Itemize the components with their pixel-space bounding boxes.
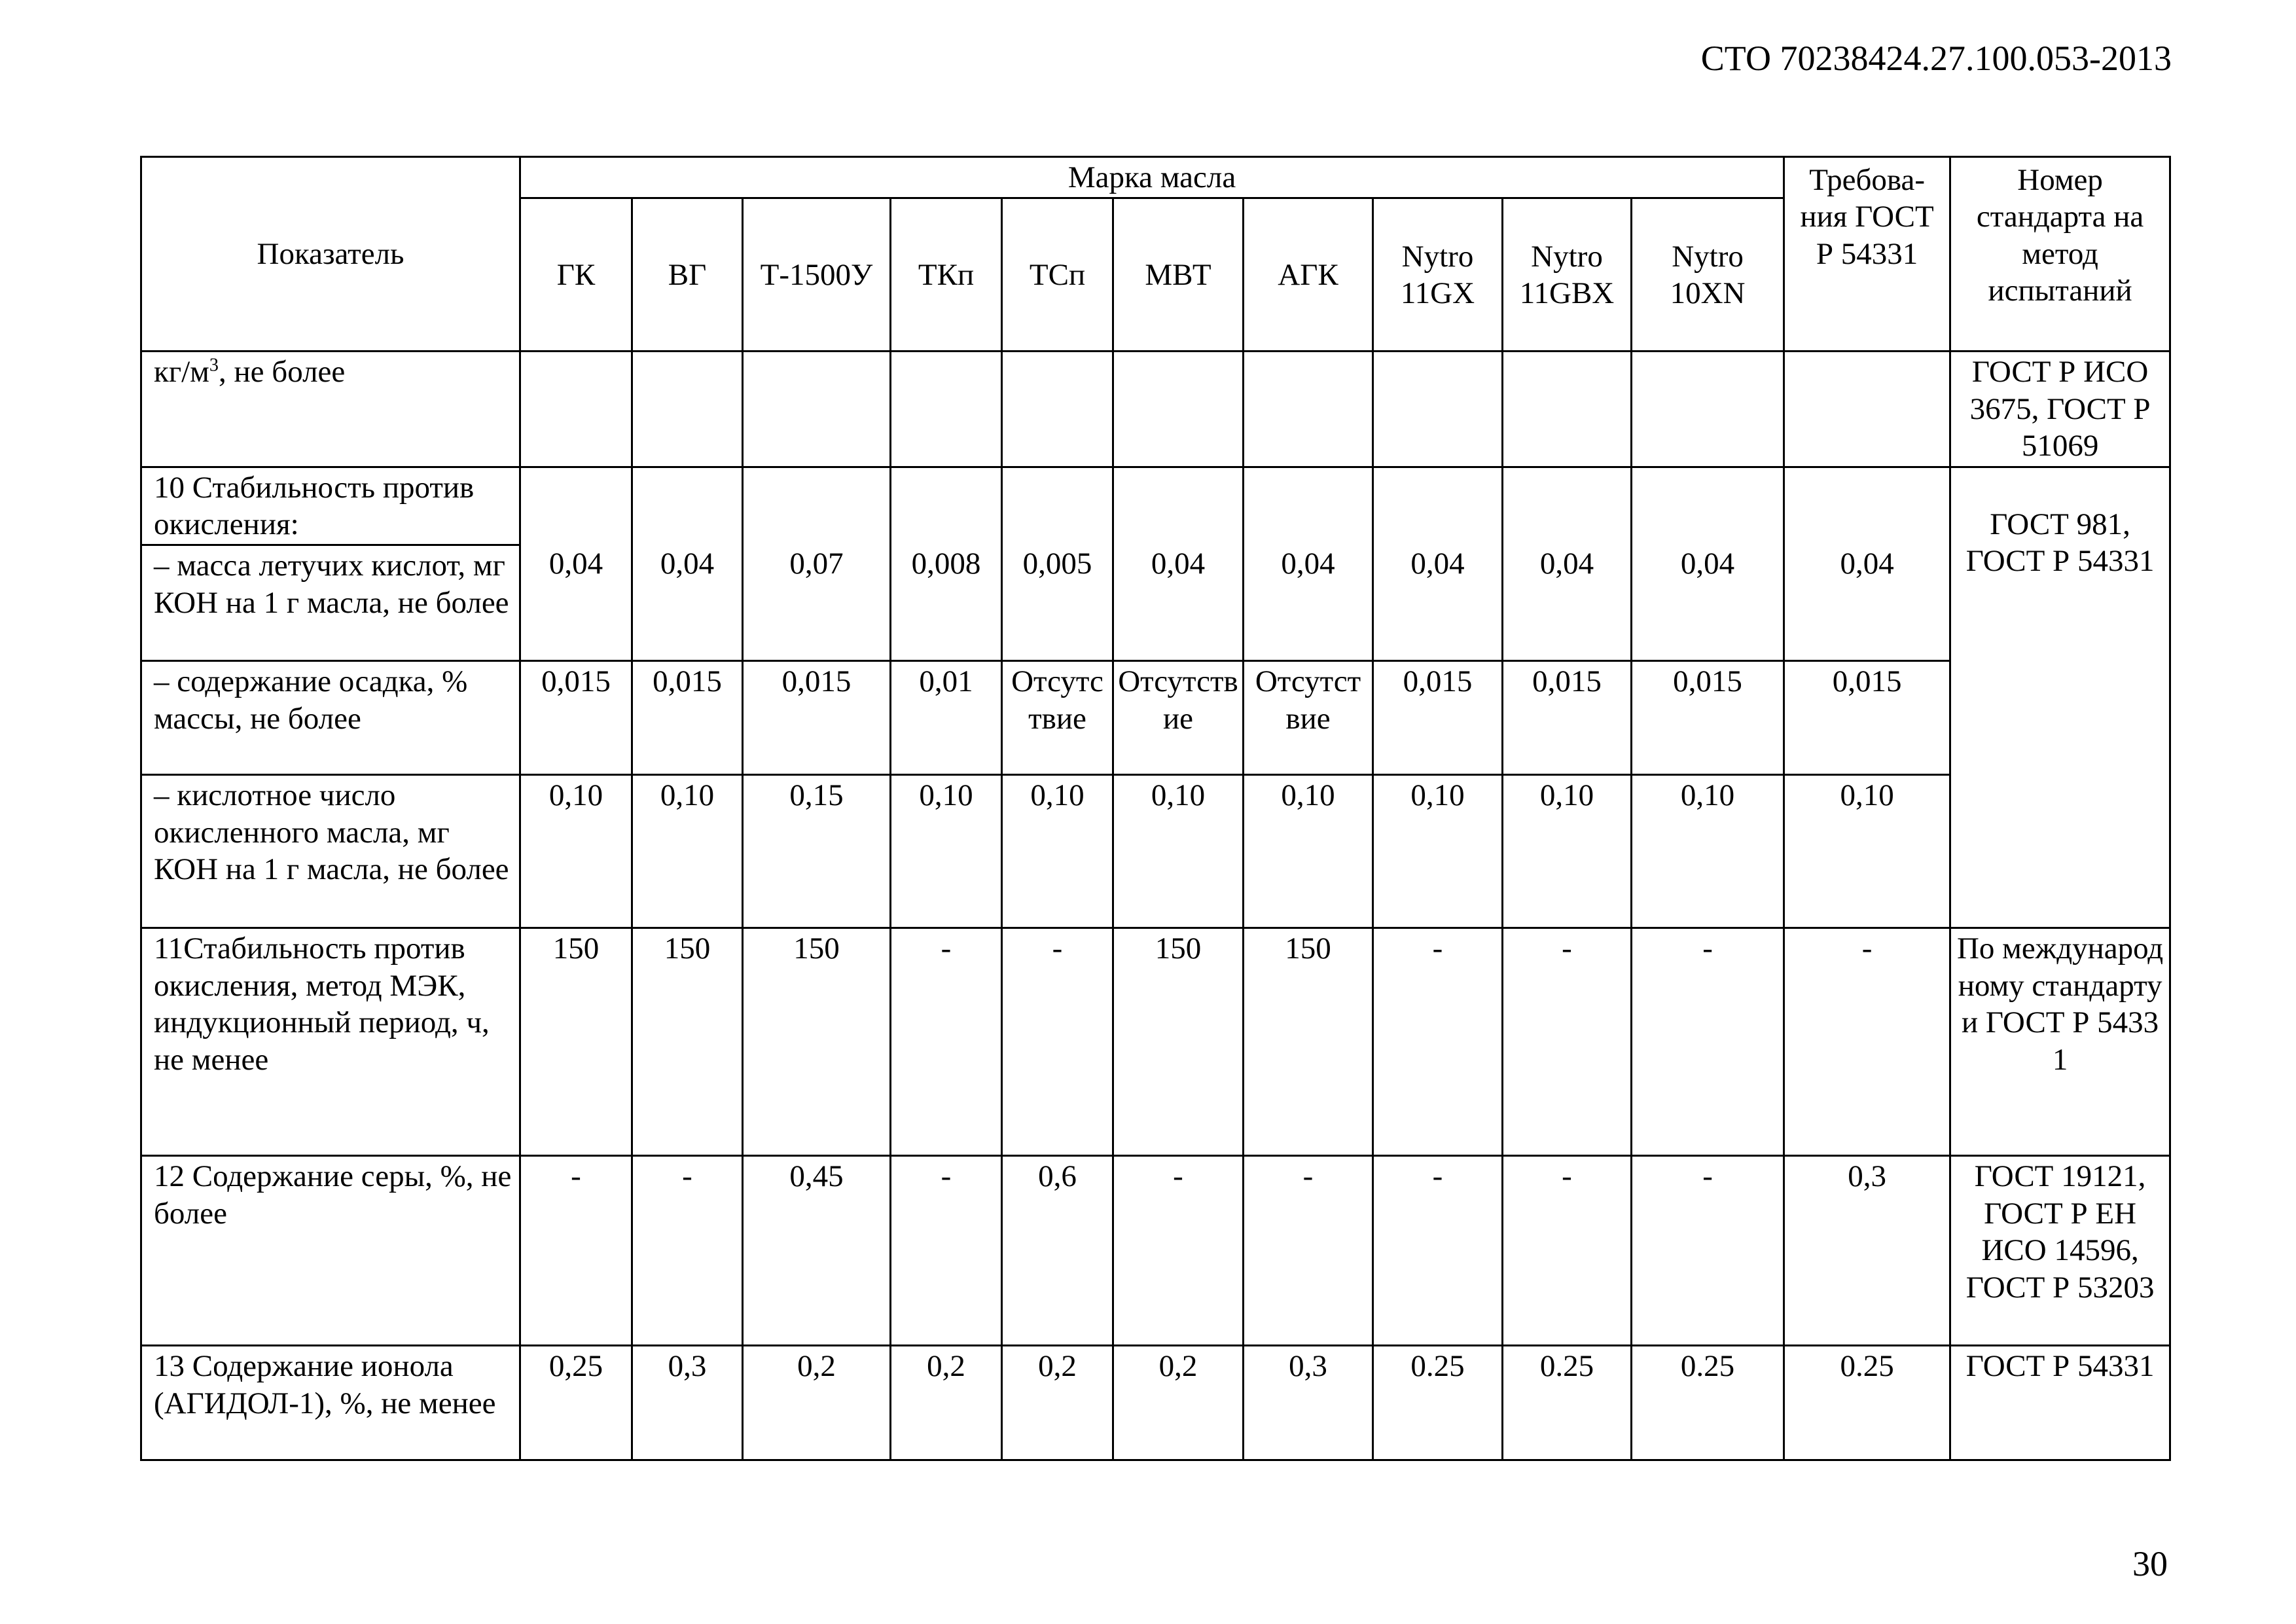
header-row-1 (141, 157, 2170, 198)
density-unit-exponent: 3 (209, 355, 219, 376)
header-brand: АГК (1244, 198, 1373, 352)
value-cell: 0,04 (632, 467, 743, 661)
value-cell: 0,01 (891, 661, 1002, 775)
value-cell: 0,015 (1503, 661, 1632, 775)
value-cell: 0,015 (632, 661, 743, 775)
value-cell: 0,2 (743, 1346, 891, 1460)
value-cell: 150 (743, 928, 891, 1156)
value-cell: Отсутствие (1244, 661, 1373, 775)
value-cell: 0,04 (1113, 467, 1244, 661)
value-cell: 0,10 (1002, 775, 1113, 928)
table-row-ionol (141, 1346, 2170, 1460)
value-cell: 0,45 (743, 1156, 891, 1346)
value-cell: 150 (520, 928, 632, 1156)
value-cell: 0,2 (1002, 1346, 1113, 1460)
value-cell: 0,015 (1373, 661, 1503, 775)
header-brand: Т-1500У (743, 198, 891, 352)
value-cell: - (1002, 928, 1113, 1156)
value-cell: 0.25 (1503, 1346, 1632, 1460)
density-limit: , не более (219, 355, 346, 389)
value-cell: 150 (1113, 928, 1244, 1156)
value-cell: - (1632, 1156, 1784, 1346)
row-standard: ГОСТ Р ИСО 3675, ГОСТ Р 51069 (1950, 352, 2170, 467)
value-cell: - (1503, 1156, 1632, 1346)
value-cell: - (1503, 928, 1632, 1156)
value-cell: 0,2 (891, 1346, 1002, 1460)
oil-spec-table (140, 156, 2171, 1461)
value-cell: 0,10 (1113, 775, 1244, 928)
header-brand: Nytro 10XN (1632, 198, 1784, 352)
value-cell: - (1244, 1156, 1373, 1346)
value-cell: 0,3 (632, 1346, 743, 1460)
row-standard: ГОСТ 981, ГОСТ Р 54331 (1950, 467, 2170, 928)
value-cell: 0,10 (520, 775, 632, 928)
requirement-cell: 0,015 (1784, 661, 1950, 775)
row-label-oxidation: 10 Стабильность против окисления: (141, 467, 520, 545)
density-unit: кг/м (154, 355, 209, 389)
row-label: 12 Содержание серы, %, не более (141, 1156, 520, 1346)
value-cell: 0,015 (520, 661, 632, 775)
header-brand: Nytro 11GBX (1503, 198, 1632, 352)
row-standard: По международному стандарту и ГОСТ Р 54331 (1950, 928, 2170, 1156)
value-cell: - (1632, 928, 1784, 1156)
value-cell: 0,005 (1002, 467, 1113, 661)
row-label-acid-number: – кислотное число окисленного масла, мг КОН на 1 г масла, не более (141, 775, 520, 928)
header-requirements: Требова-ния ГОСТ Р 54331 (1784, 157, 1950, 352)
value-cell: 0,2 (1113, 1346, 1244, 1460)
document-code: СТО 70238424.27.100.053-2013 (1700, 39, 2172, 78)
header-brand: ГК (520, 198, 632, 352)
header-indicator: Показатель (141, 157, 520, 352)
header-brand: ТСп (1002, 198, 1113, 352)
value-cell: 0,10 (1632, 775, 1784, 928)
value-cell: 0,015 (743, 661, 891, 775)
value-cell: 0,10 (1503, 775, 1632, 928)
table-row-oxidation-title (141, 467, 2170, 545)
value-cell: 0,25 (520, 1346, 632, 1460)
requirement-cell: 0,04 (1784, 467, 1950, 661)
header-brand: Nytro 11GX (1373, 198, 1503, 352)
value-cell: 150 (632, 928, 743, 1156)
row-standard: ГОСТ 19121, ГОСТ Р ЕН ИСО 14596, ГОСТ Р 53203 (1950, 1156, 2170, 1346)
requirement-cell: - (1784, 928, 1950, 1156)
value-cell: 0,015 (1632, 661, 1784, 775)
row-label-density (141, 352, 520, 467)
value-cell: 0,10 (891, 775, 1002, 928)
table-row-sediment (141, 661, 2170, 775)
page-number: 30 (2132, 1544, 2168, 1583)
row-label-sediment: – содержание осадка, % массы, не более (141, 661, 520, 775)
value-cell: 0,10 (1244, 775, 1373, 928)
requirement-cell: 0.25 (1784, 1346, 1950, 1460)
requirement-cell: 0,3 (1784, 1156, 1950, 1346)
value-cell: 0.25 (1373, 1346, 1503, 1460)
row-standard: ГОСТ Р 54331 (1950, 1346, 2170, 1460)
table-row-density (141, 352, 2170, 467)
value-cell: 0,04 (1244, 467, 1373, 661)
value-cell: - (1113, 1156, 1244, 1346)
value-cell: - (1373, 928, 1503, 1156)
value-cell: 150 (1244, 928, 1373, 1156)
value-cell: - (891, 1156, 1002, 1346)
value-cell: - (520, 1156, 632, 1346)
table-row-iec-stability (141, 928, 2170, 1156)
row-label: 13 Содержание ионола (АГИДОЛ-1), %, не менее (141, 1346, 520, 1460)
value-cell: - (891, 928, 1002, 1156)
row-label-volatile-acids: – масса летучих кислот, мг КОН на 1 г масла, не более (141, 545, 520, 661)
value-cell: - (632, 1156, 743, 1346)
value-cell: 0,07 (743, 467, 891, 661)
value-cell: 0,10 (632, 775, 743, 928)
header-brand: МВТ (1113, 198, 1244, 352)
row-label: 11Стабильность против окисления, метод МЭК, индукционный период, ч, не менее (141, 928, 520, 1156)
header-brand: ТКп (891, 198, 1002, 352)
value-cell: 0,15 (743, 775, 891, 928)
value-cell: 0,04 (520, 467, 632, 661)
value-cell: 0,008 (891, 467, 1002, 661)
value-cell: 0,04 (1503, 467, 1632, 661)
value-cell: 0,3 (1244, 1346, 1373, 1460)
value-cell: 0,04 (1632, 467, 1784, 661)
header-standard: Номер стандарта на метод испытаний (1950, 157, 2170, 352)
value-cell: 0.25 (1632, 1346, 1784, 1460)
value-cell: Отсутствие (1113, 661, 1244, 775)
header-brand-group: Марка масла (520, 157, 1784, 198)
value-cell: - (1373, 1156, 1503, 1346)
header-brand: ВГ (632, 198, 743, 352)
requirement-cell: 0,10 (1784, 775, 1950, 928)
value-cell: 0,10 (1373, 775, 1503, 928)
value-cell: 0,6 (1002, 1156, 1113, 1346)
table-row-acid-number (141, 775, 2170, 928)
table-row-sulfur (141, 1156, 2170, 1346)
value-cell: Отсутствие (1002, 661, 1113, 775)
value-cell: 0,04 (1373, 467, 1503, 661)
